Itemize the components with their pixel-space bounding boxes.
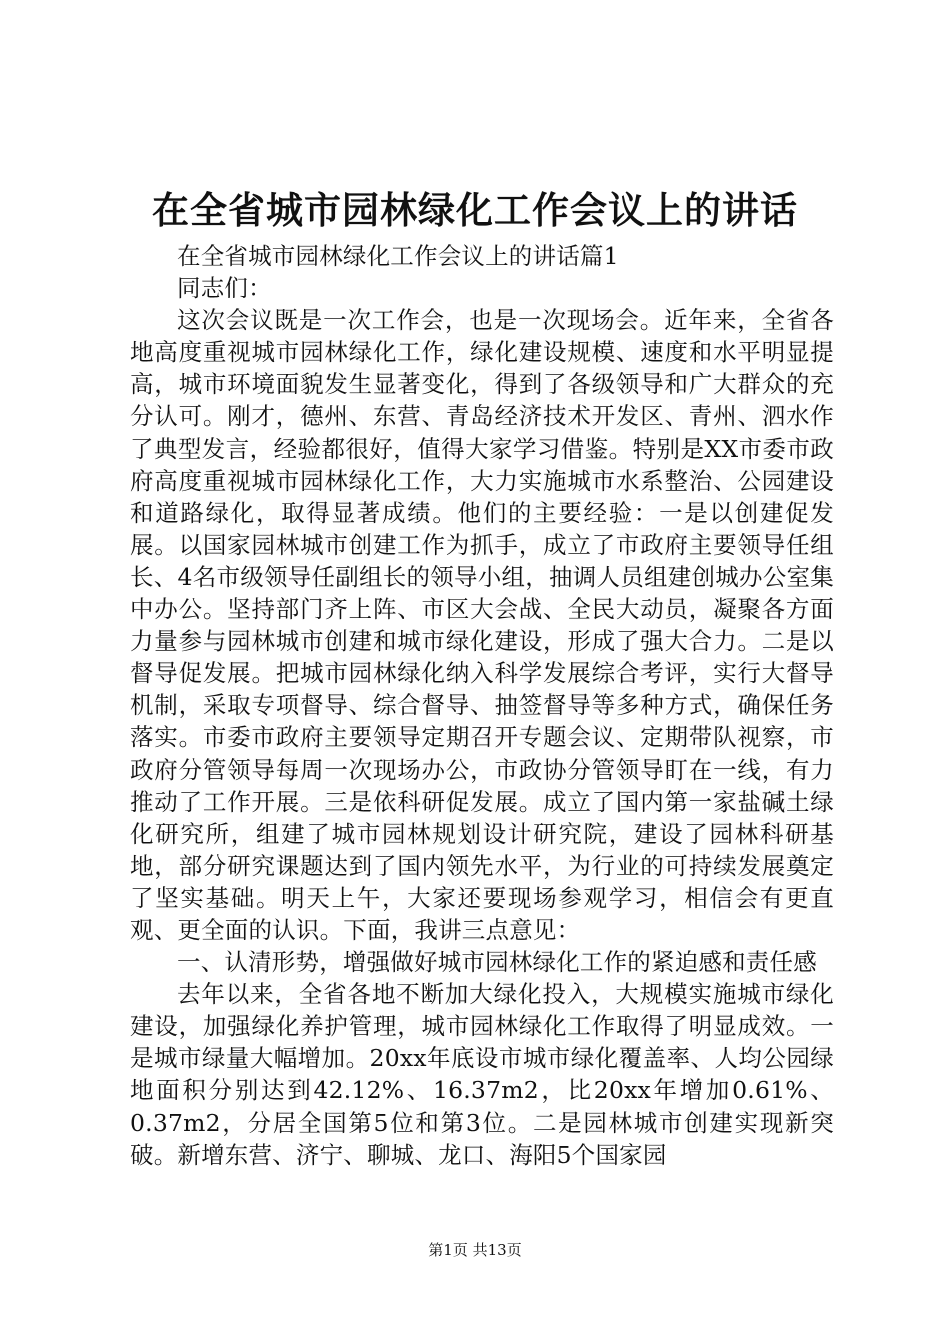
salutation: 同志们： (177, 274, 272, 303)
body-paragraph: 这次会议既是一次工作会，也是一次现场会。近年来，全省各地高度重视城市园林绿化工作，绿化建设规模、速度和水平明显提高，城市环境面貌发生显著变化，得到了各级领导和广大群众的充分认可。刚才，德州、东营、青岛经济技术开发区、青州、泗水作了典型发言，经验都很好，值得大家学习借鉴。特别是XX市委市政府高度重视城市园林绿化工作，大力实施城市水系整治、公园建设和道路绿化，取得显著成绩。他们的主要经验：一是以创建促发展。以国家园林城市创建工作为抓手，成立了市政府主要领导任组长、4名市级领导任副组长的领导小组，抽调人员组建创城办公室集中办公。坚持部门齐上阵、市区大会战、全民大动员，凝聚各方面力量参与园林城市创建和城市绿化建设，形成了强大合力。二是以督导促发展。把城市园林绿化纳入科学发展综合考评，实行大督导机制，采取专项督导、综合督导、抽签督导等多种方式，确保任务落实。市委市政府主要领导定期召开专题会议、定期带队视察，市政府分管领导每周一次现场办公，市政协分管领导盯在一线，有力推动了工作开展。三是依科研促发展。成立了国内第一家盐碱土绿化研究所，组建了城市园林规划设计研究院，建设了园林科研基地，部分研究课题达到了国内领先水平，为行业的可持续发展奠定了坚实基础。明天上午，大家还要现场参观学习，相信会有更直观、更全面的认识。下面，我讲三点意见： (130, 306, 834, 944)
document-body (130, 240, 834, 1171)
body-paragraph: 去年以来，全省各地不断加大绿化投入，大规模实施城市绿化建设，加强绿化养护管理，城市园林绿化工作取得了明显成效。一是城市绿量大幅增加。20xx年底设市城市绿化覆盖率、人均公园绿地面积分别达到42.12%、16.37m2，比20xx年增加0.61%、0.37m2，分居全国第5位和第3位。二是园林城市创建实现新突破。新增东营、济宁、聊城、龙口、海阳5个国家园 (130, 980, 834, 1169)
page-number-footer: 第1页 共13页 (428, 1241, 522, 1259)
subsection-heading: 一、认清形势，增强做好城市园林绿化工作的紧迫感和责任感 (177, 948, 817, 977)
document-title: 在全省城市园林绿化工作会议上的讲话 (152, 188, 798, 232)
section-heading: 在全省城市园林绿化工作会议上的讲话篇1 (177, 242, 619, 270)
